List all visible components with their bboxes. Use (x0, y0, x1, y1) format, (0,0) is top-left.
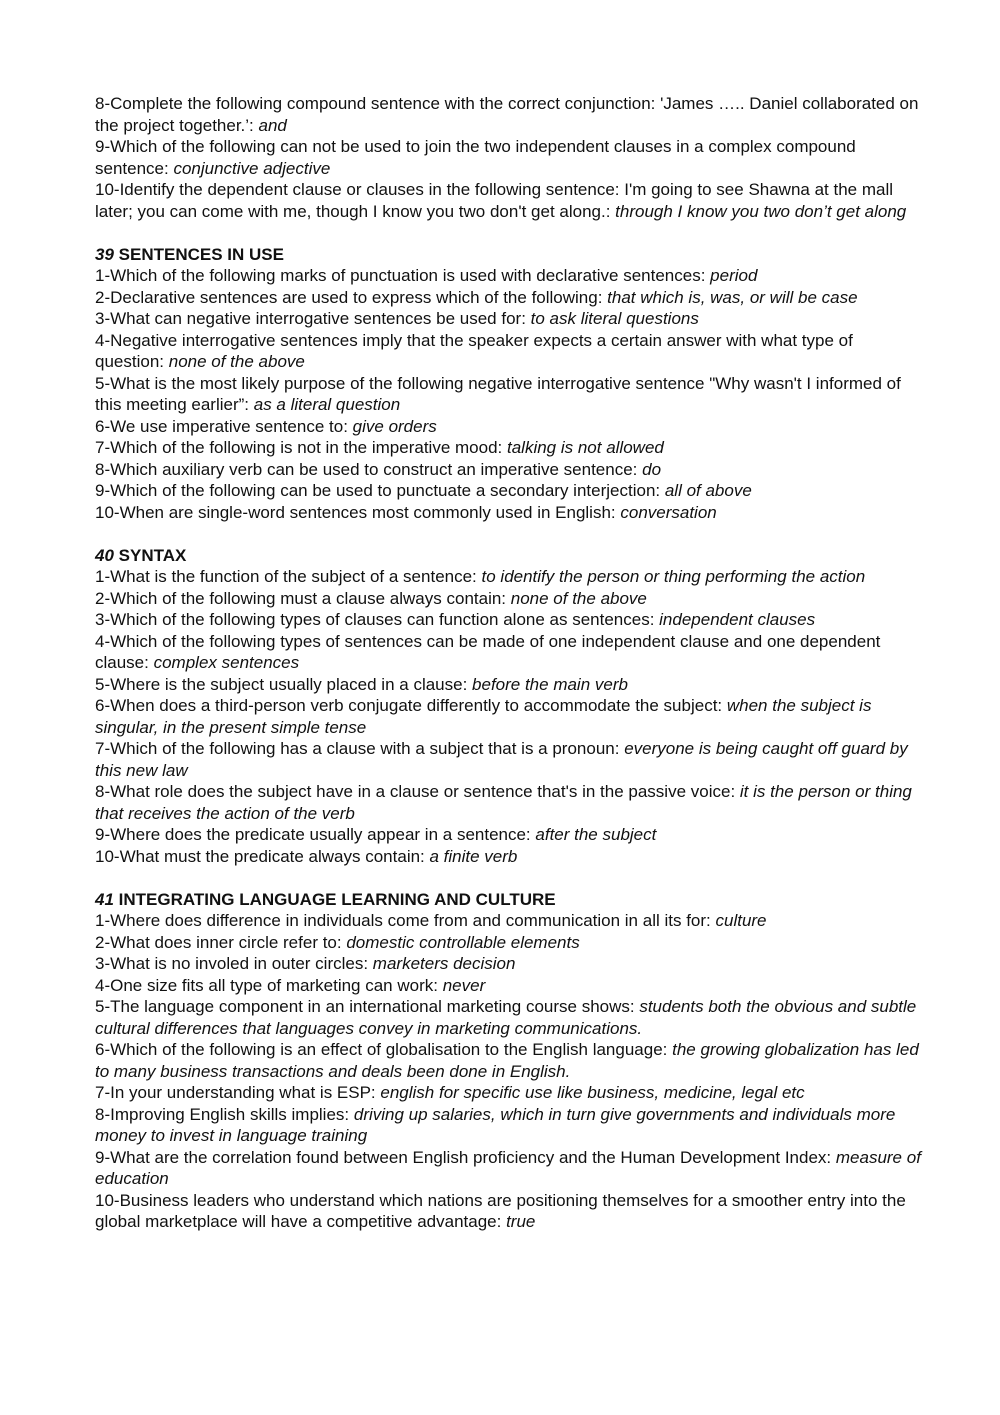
answer-text: students both the obvious and subtle cultural differences that languages convey in marketing communications. (95, 997, 917, 1038)
question-item (95, 502, 925, 524)
question-text: 6-We use imperative sentence to: (95, 416, 353, 436)
question-text: 10-Identify the dependent clause or clauses in the following sentence: I'm going to see Shawna at the mall later; you can come with me, though I know you two don't get along.: (95, 180, 894, 221)
question-item (95, 674, 925, 696)
answer-text: through I know you two don’t get along (615, 201, 907, 221)
question-item (95, 738, 925, 781)
answer-text: do (642, 459, 662, 479)
question-item (95, 373, 925, 416)
question-item (95, 631, 925, 674)
question-item (95, 695, 925, 738)
question-item (95, 846, 925, 868)
question-text: 4-Negative interrogative sentences imply that the speaker expects a certain answer with what type of question: (95, 330, 853, 371)
question-text: 9-Where does the predicate usually appear in a sentence: (95, 825, 536, 844)
question-item (95, 459, 925, 481)
question-item (95, 308, 925, 330)
answer-text: all of above (664, 481, 752, 500)
section-heading (95, 545, 925, 567)
answer-text: independent clauses (659, 610, 816, 629)
question-item (95, 1190, 925, 1233)
answer-text: english for specific use like business, medicine, legal etc (380, 1083, 805, 1102)
section (95, 889, 925, 1233)
answer-text: that which is, was, or will be case (607, 287, 858, 307)
question-item (95, 1147, 925, 1190)
question-text: 4-One size fits all type of marketing can work: (95, 975, 443, 995)
question-item (95, 566, 925, 588)
question-text: 8-Improving English skills implies: (95, 1104, 354, 1124)
question-item (95, 588, 925, 610)
question-text: 4-Which of the following types of sentences can be made of one independent clause and one dependent clause: (95, 631, 881, 672)
section-title: SENTENCES IN USE (118, 244, 284, 264)
question-text: 3-What can negative interrogative sentences be used for: (95, 309, 531, 328)
question-text: 2-Declarative sentences are used to express which of the following: (95, 287, 608, 307)
question-text: 5-Where is the subject usually placed in a clause: (95, 674, 473, 694)
answer-text: give orders (352, 416, 437, 436)
question-text: 5-The language component in an international marketing course shows: (95, 997, 640, 1016)
question-text: 6-Which of the following is an effect of globalisation to the English language: (95, 1040, 673, 1059)
question-text: 3-What is no involed in outer circles: (95, 954, 373, 973)
answer-text: domestic controllable elements (346, 932, 580, 952)
question-item (95, 953, 925, 975)
question-item (95, 824, 925, 846)
answer-text: none of the above (510, 588, 647, 608)
answer-text: and (258, 115, 287, 135)
section-heading (95, 889, 925, 911)
question-text: 1-Which of the following marks of punctuation is used with declarative sentences: (95, 266, 711, 285)
answer-text: talking is not allowed (506, 438, 664, 457)
question-text: 8-Complete the following compound sentence with the correct conjunction: 'James ….. Daniel collaborated on the project together.’: (95, 94, 919, 135)
answer-text: a finite verb (429, 846, 518, 866)
answer-text: conversation (620, 502, 717, 522)
section-number: 39 (95, 244, 114, 264)
answer-text: never (442, 975, 486, 995)
section-title: SYNTAX (118, 545, 187, 565)
section-title: INTEGRATING LANGUAGE LEARNING AND CULTURE (118, 889, 556, 909)
answer-text: before the main verb (472, 674, 628, 694)
question-item (95, 1039, 925, 1082)
section-number: 40 (95, 545, 114, 565)
question-text: 7-In your understanding what is ESP: (95, 1083, 381, 1102)
question-item (95, 1104, 925, 1147)
question-item (95, 609, 925, 631)
question-text: 7-Which of the following has a clause with a subject that is a pronoun: (95, 739, 625, 758)
question-item (95, 932, 925, 954)
question-item (95, 416, 925, 438)
question-item (95, 910, 925, 932)
question-item (95, 136, 925, 179)
question-text: 1-Where does difference in individuals come from and communication in all its for: (95, 911, 716, 930)
question-text: 5-What is the most likely purpose of the following negative interrogative sentence "Why wasn't I informed of this meeting earlier”: (95, 373, 901, 414)
question-text: 9-What are the correlation found between English proficiency and the Human Development Index: (95, 1147, 836, 1167)
question-item (95, 1082, 925, 1104)
answer-text: it is the person or thing that receives the action of the verb (95, 782, 912, 823)
answer-text: true (506, 1212, 536, 1231)
question-item (95, 265, 925, 287)
question-text: 2-Which of the following must a clause always contain: (95, 588, 511, 608)
section-heading (95, 244, 925, 266)
answer-text: period (710, 266, 758, 285)
answer-text: after the subject (535, 825, 657, 844)
document-page (95, 93, 925, 1233)
question-item (95, 93, 925, 136)
answer-text: to ask literal questions (530, 309, 699, 328)
answer-text: to identify the person or thing performing the action (481, 567, 866, 586)
question-text: 2-What does inner circle refer to: (95, 932, 347, 952)
answer-text: when the subject is singular, in the present simple tense (95, 696, 872, 737)
question-item (95, 975, 925, 997)
answer-text: culture (715, 911, 767, 930)
question-item (95, 179, 925, 222)
answer-text: marketers decision (372, 954, 516, 973)
answer-text: the growing globalization has led to many business transactions and deals been done in English. (95, 1040, 919, 1081)
section (95, 93, 925, 222)
section-number: 41 (95, 889, 114, 909)
question-item (95, 330, 925, 373)
question-text: 3-Which of the following types of clauses can function alone as sentences: (95, 610, 660, 629)
answer-text: driving up salaries, which in turn give governments and individuals more money to invest in language training (95, 1104, 896, 1145)
question-text: 10-When are single-word sentences most commonly used in English: (95, 502, 621, 522)
question-text: 9-Which of the following can be used to punctuate a secondary interjection: (95, 481, 665, 500)
question-text: 8-What role does the subject have in a clause or sentence that's in the passive voice: (95, 782, 740, 801)
question-item (95, 480, 925, 502)
question-text: 7-Which of the following is not in the imperative mood: (95, 438, 507, 457)
question-text: 9-Which of the following can not be used to join the two independent clauses in a complex compound sentence: (95, 137, 856, 178)
question-text: 6-When does a third-person verb conjugate differently to accommodate the subject: (95, 696, 727, 715)
question-text: 10-What must the predicate always contain: (95, 846, 430, 866)
answer-text: everyone is being caught off guard by this new law (95, 739, 908, 780)
answer-text: none of the above (168, 352, 305, 371)
question-item (95, 287, 925, 309)
question-item (95, 996, 925, 1039)
question-text: 8-Which auxiliary verb can be used to construct an imperative sentence: (95, 459, 643, 479)
question-text: 1-What is the function of the subject of a sentence: (95, 567, 482, 586)
question-item (95, 437, 925, 459)
answer-text: measure of education (95, 1147, 921, 1188)
answer-text: complex sentences (153, 653, 300, 672)
question-text: 10-Business leaders who understand which nations are positioning themselves for a smoother entry into the global marketplace will have a competitive advantage: (95, 1190, 906, 1231)
question-item (95, 781, 925, 824)
answer-text: conjunctive adjective (173, 158, 331, 178)
section (95, 244, 925, 524)
section (95, 545, 925, 868)
answer-text: as a literal question (253, 395, 401, 414)
